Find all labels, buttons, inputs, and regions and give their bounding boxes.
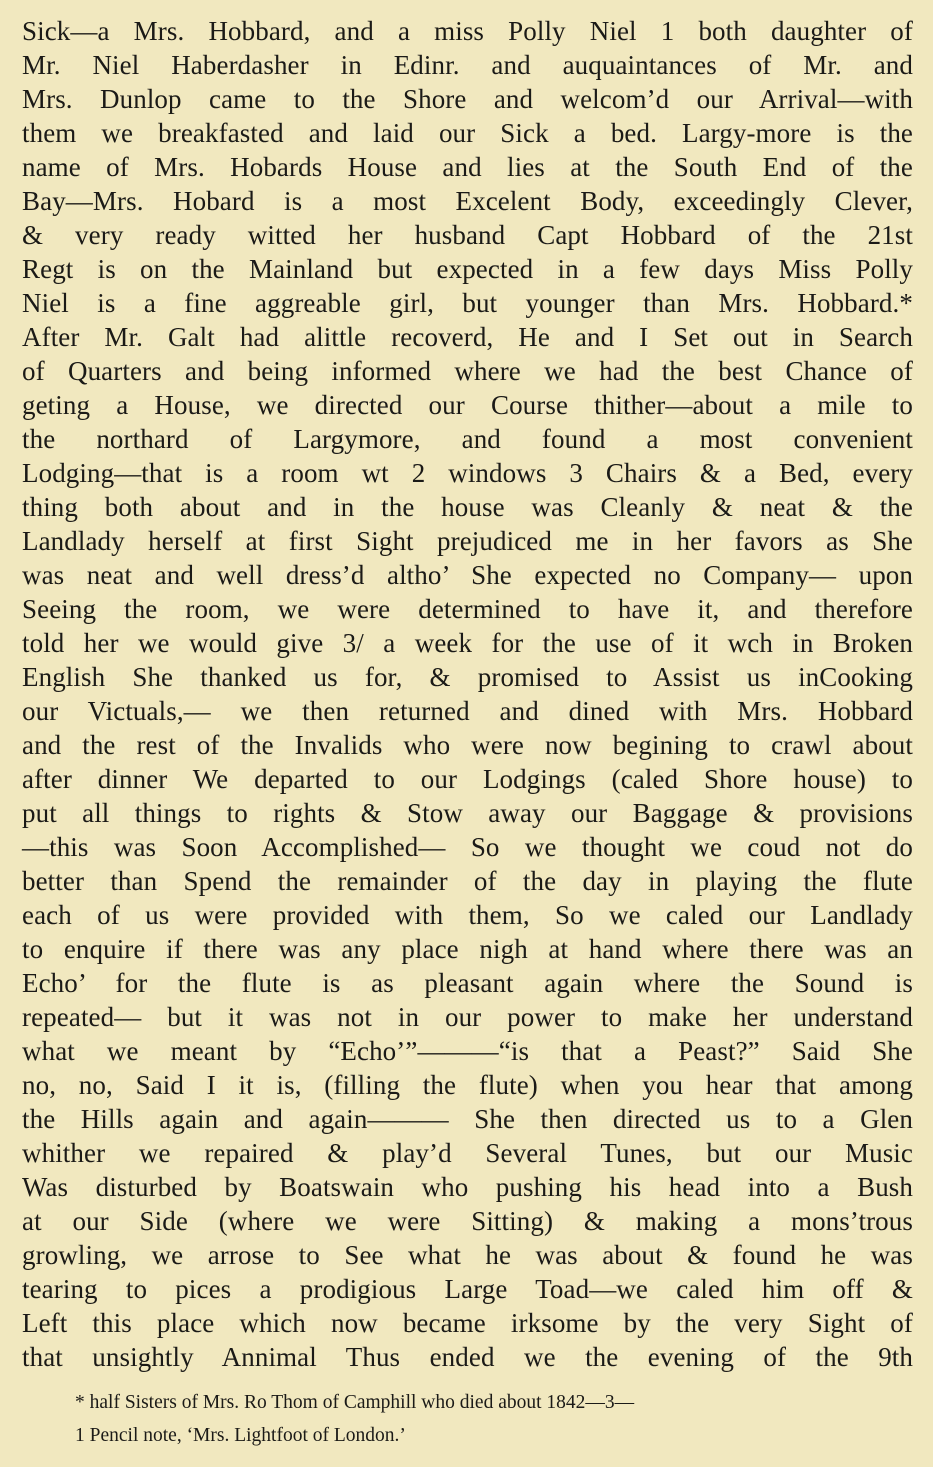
text-line: Bay—Mrs. Hobard is a most Excelent Body, exceedingly Clever, — [22, 186, 913, 216]
text-line: told her we would give 3/ a week for the use of it wch in Broken — [22, 628, 913, 658]
text-line: at our Side (where we were Sitting) & making a mons’trous — [22, 1206, 913, 1236]
text-line: —this was Soon Accomplished— So we thought we coud not do — [22, 832, 913, 862]
text-line: what we meant by “Echo’”———“is that a Peast?” Said She — [22, 1036, 913, 1066]
text-line: After Mr. Galt had alittle recoverd, He and I Set out in Search — [22, 322, 913, 352]
text-line: Seeing the room, we were determined to have it, and therefore — [22, 594, 913, 624]
text-line: that unsightly Annimal Thus ended we the evening of the 9th — [22, 1342, 913, 1372]
text-line: repeated— but it was not in our power to make her understand — [22, 1002, 913, 1032]
text-line: after dinner We departed to our Lodgings (caled Shore house) to — [22, 764, 913, 794]
text-line: Sick—a Mrs. Hobbard, and a miss Polly Niel 1 both daughter of — [22, 16, 913, 46]
text-line: thing both about and in the house was Cleanly & neat & the — [22, 492, 913, 522]
text-line: Echo’ for the flute is as pleasant again where the Sound is — [22, 968, 913, 998]
text-line: & very ready witted her husband Capt Hobbard of the 21st — [22, 220, 913, 250]
text-line: Left this place which now became irksome by the very Sight of — [22, 1308, 913, 1338]
text-line: growling, we arrose to See what he was about & found he was — [22, 1240, 913, 1270]
text-line: of Quarters and being informed where we had the best Chance of — [22, 356, 913, 386]
text-line: Regt is on the Mainland but expected in a few days Miss Polly — [22, 254, 913, 284]
text-line: Mrs. Dunlop came to the Shore and welcom’d our Arrival—with — [22, 84, 913, 114]
text-line: Niel is a fine aggreable girl, but younger than Mrs. Hobbard.* — [22, 288, 913, 318]
text-line: each of us were provided with them, So we caled our Landlady — [22, 900, 913, 930]
text-line: whither we repaired & play’d Several Tunes, but our Music — [22, 1138, 913, 1168]
body-text — [22, 14, 913, 1374]
text-line: put all things to rights & Stow away our Baggage & provisions — [22, 798, 913, 828]
footnote: * half Sisters of Mrs. Ro Thom of Camphill who died about 1842—3— — [75, 1392, 635, 1413]
text-line: them we breakfasted and laid our Sick a bed. Largy-more is the — [22, 118, 913, 148]
text-line: our Victuals,— we then returned and dined with Mrs. Hobbard — [22, 696, 913, 726]
text-line: name of Mrs. Hobards House and lies at the South End of the — [22, 152, 913, 182]
text-line: Landlady herself at first Sight prejudiced me in her favors as She — [22, 526, 913, 556]
text-line: was neat and well dress’d altho’ She expected no Company— upon — [22, 560, 913, 590]
footnotes — [75, 1386, 875, 1452]
text-line: the Hills again and again——— She then directed us to a Glen — [22, 1104, 913, 1134]
text-line: tearing to pices a prodigious Large Toad—we caled him off & — [22, 1274, 913, 1304]
text-line: geting a House, we directed our Course thither—about a mile to — [22, 390, 913, 420]
text-line: Lodging—that is a room wt 2 windows 3 Chairs & a Bed, every — [22, 458, 913, 488]
footnote: 1 Pencil note, ‘Mrs. Lightfoot of London.’ — [75, 1425, 406, 1446]
text-line: and the rest of the Invalids who were now begining to crawl about — [22, 730, 913, 760]
text-line: Mr. Niel Haberdasher in Edinr. and auquaintances of Mr. and — [22, 50, 913, 80]
text-line: Was disturbed by Boatswain who pushing his head into a Bush — [22, 1172, 913, 1202]
text-line: no, no, Said I it is, (filling the flute) when you hear that among — [22, 1070, 913, 1100]
text-line: to enquire if there was any place nigh at hand where there was an — [22, 934, 913, 964]
text-line: better than Spend the remainder of the day in playing the flute — [22, 866, 913, 896]
text-line: English She thanked us for, & promised to Assist us inCooking — [22, 662, 913, 692]
text-line: the northard of Largymore, and found a most convenient — [22, 424, 913, 454]
